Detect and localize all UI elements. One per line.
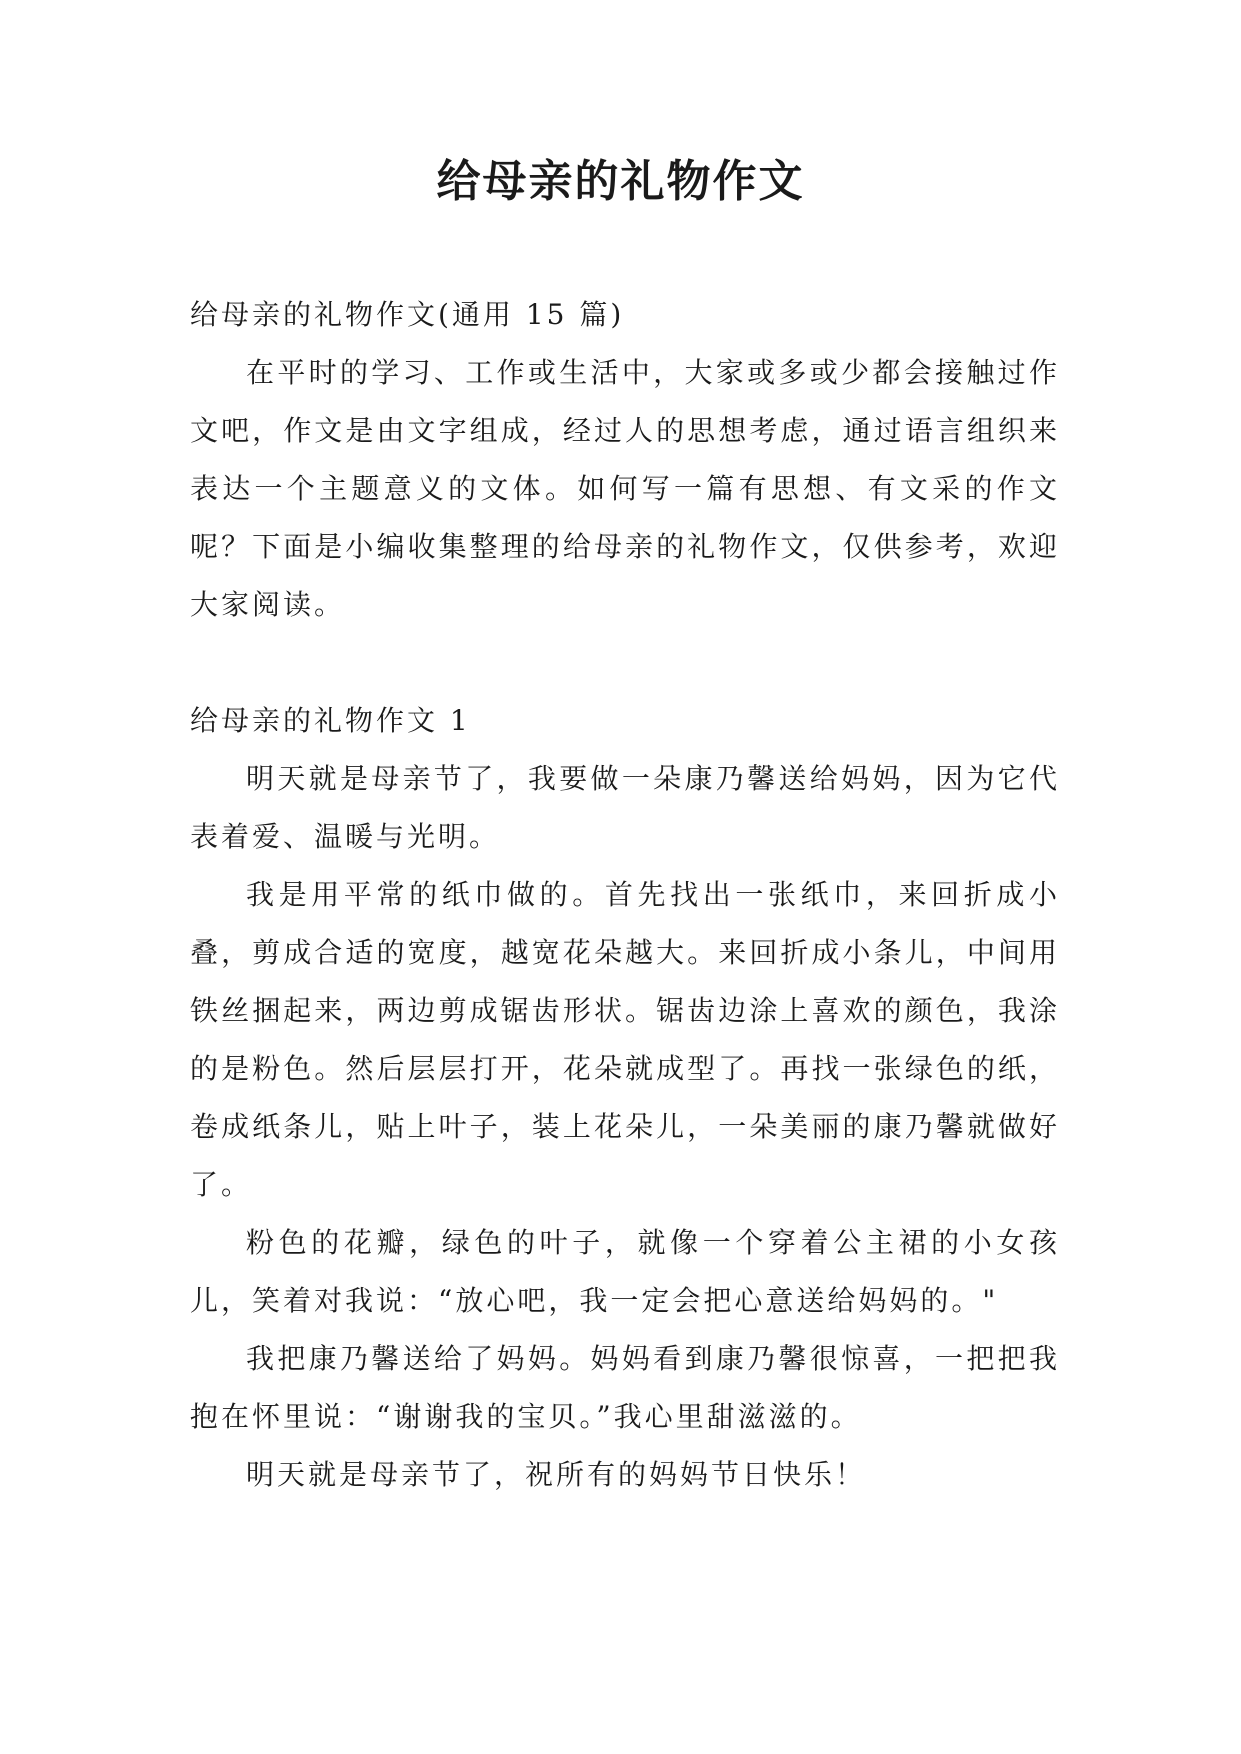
essay-paragraph: 我把康乃馨送给了妈妈。妈妈看到康乃馨很惊喜，一把把我抱在怀里说：“谢谢我的宝贝。”我心里甜滋滋的。 <box>190 1342 1060 1433</box>
essay-paragraph: 我是用平常的纸巾做的。首先找出一张纸巾，来回折成小叠，剪成合适的宽度，越宽花朵越大。来回折成小条儿，中间用铁丝捆起来，两边剪成锯齿形状。锯齿边涂上喜欢的颜色，我涂的是粉色。然后层层打开，花朵就成型了。再找一张绿色的纸，卷成纸条儿，贴上叶子，装上花朵儿，一朵美丽的康乃馨就做好了。 <box>190 878 1060 1201</box>
intro-heading: 给母亲的礼物作文(通用 15 篇) <box>190 298 625 331</box>
section-spacer <box>190 634 1060 692</box>
essay-heading: 给母亲的礼物作文 1 <box>190 704 471 737</box>
intro-paragraph: 在平时的学习、工作或生活中，大家或多或少都会接触过作文吧，作文是由文字组成，经过人的思想考虑，通过语言组织来表达一个主题意义的文体。如何写一篇有思想、有文采的作文呢？下面是小编收集整理的给母亲的礼物作文，仅供参考，欢迎大家阅读。 <box>190 356 1060 621</box>
essay-paragraph: 明天就是母亲节了，祝所有的妈妈节日快乐！ <box>246 1458 867 1491</box>
essay-paragraph: 粉色的花瓣，绿色的叶子，就像一个穿着公主裙的小女孩儿，笑着对我说：“放心吧，我一定会把心意送给妈妈的。" <box>190 1226 1060 1317</box>
essay-paragraph: 明天就是母亲节了，我要做一朵康乃馨送给妈妈，因为它代表着爱、温暖与光明。 <box>190 762 1060 853</box>
document-title: 给母亲的礼物作文 <box>436 156 805 207</box>
document-body <box>190 286 1060 1504</box>
